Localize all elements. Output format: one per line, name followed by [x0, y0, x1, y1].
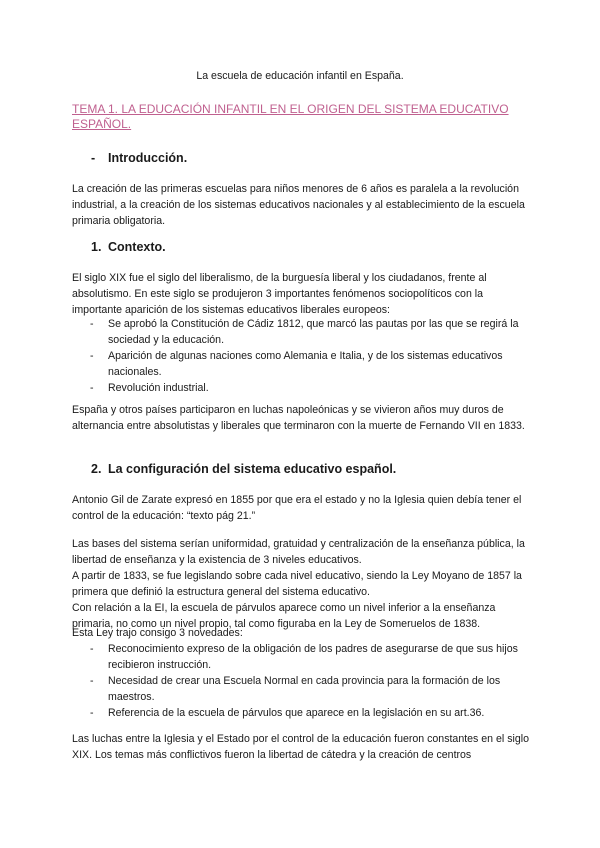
list-item: - Referencia de la escuela de párvulos que aparece en la legislación en su art.36. — [90, 707, 485, 719]
configuracion-paragraph-2: Las bases del sistema serían uniformidad, gratuidad y centralización de la enseñanza pública, la libertad de enseñanza y la existencia de 3 niveles educativos. — [72, 538, 525, 566]
configuracion-paragraph-6: Las luchas entre la Iglesia y el Estado por el control de la educación fueron constantes en el siglo XIX. Los temas más conflictivos fueron la libertad de cátedra y la creación de centros — [72, 733, 529, 761]
configuracion-paragraph-4: Con relación a la EI, la escuela de párvulos aparece como un nivel inferior a la enseñanza primaria, no como un nivel propio, tal como figuraba en la Ley de Someruelos de 1838. — [72, 602, 496, 630]
configuracion-paragraph-1: Antonio Gil de Zarate expresó en 1855 por que era el estado y no la Iglesia quien debía tener el control de la educación: “texto pág 21.” — [72, 494, 522, 522]
contexto-paragraph: El siglo XIX fue el siglo del liberalismo, de la burguesía liberal y los ciudadanos, frente al absolutismo. En este siglo se produjeron 3 importantes fenómenos sociopolíticos con la importante aparición de los sistemas educativos liberales europeos: — [72, 272, 487, 316]
contexto-number: 1. — [91, 240, 102, 254]
configuracion-number: 2. — [91, 462, 102, 476]
list-item: - Reconocimiento expreso de la obligación de los padres de asegurarse de que sus hijos recibieron instrucción. — [90, 643, 518, 671]
tema-title: TEMA 1. LA EDUCACIÓN INFANTIL EN EL ORIGEN DEL SISTEMA EDUCATIVO ESPAÑOL. — [72, 102, 509, 131]
contexto-heading-text: Contexto. — [108, 240, 166, 254]
document-header: La escuela de educación infantil en España. — [196, 70, 404, 82]
list-item: - Necesidad de crear una Escuela Normal en cada provincia para la formación de los maestros. — [90, 675, 501, 703]
configuracion-paragraph-3: A partir de 1833, se fue legislando sobre cada nivel educativo, siendo la Ley Moyano de 1857 la primera que definió la estructura general del sistema educativo. — [72, 570, 522, 598]
intro-marker: - — [91, 151, 96, 165]
list-item: - Se aprobó la Constitución de Cádiz 1812, que marcó las pautas por las que se regirá la sociedad y la educación. — [90, 318, 519, 346]
configuracion-bullet-list — [72, 641, 532, 721]
contexto-paragraph-2: España y otros países participaron en luchas napoleónicas y se vivieron años muy duros de alternancia entre absolutistas y liberales que terminaron con la muerte de Fernando VII en 1833. — [72, 404, 525, 432]
list-item: - Revolución industrial. — [90, 382, 209, 394]
list-item: - Aparición de algunas naciones como Alemania e Italia, y de los sistemas educativos nacionales. — [90, 350, 503, 378]
configuracion-heading-text: La configuración del sistema educativo español. — [108, 462, 397, 476]
intro-paragraph: La creación de las primeras escuelas para niños menores de 6 años es paralela a la revolución industrial, a la creación de los sistemas educativos nacionales y al establecimiento de la escuela primaria obligatoria. — [72, 183, 525, 227]
configuracion-paragraph-5: Esta Ley trajo consigo 3 novedades: — [72, 627, 243, 639]
intro-heading-text: Introducción. — [108, 151, 188, 165]
contexto-bullet-list — [72, 316, 532, 396]
